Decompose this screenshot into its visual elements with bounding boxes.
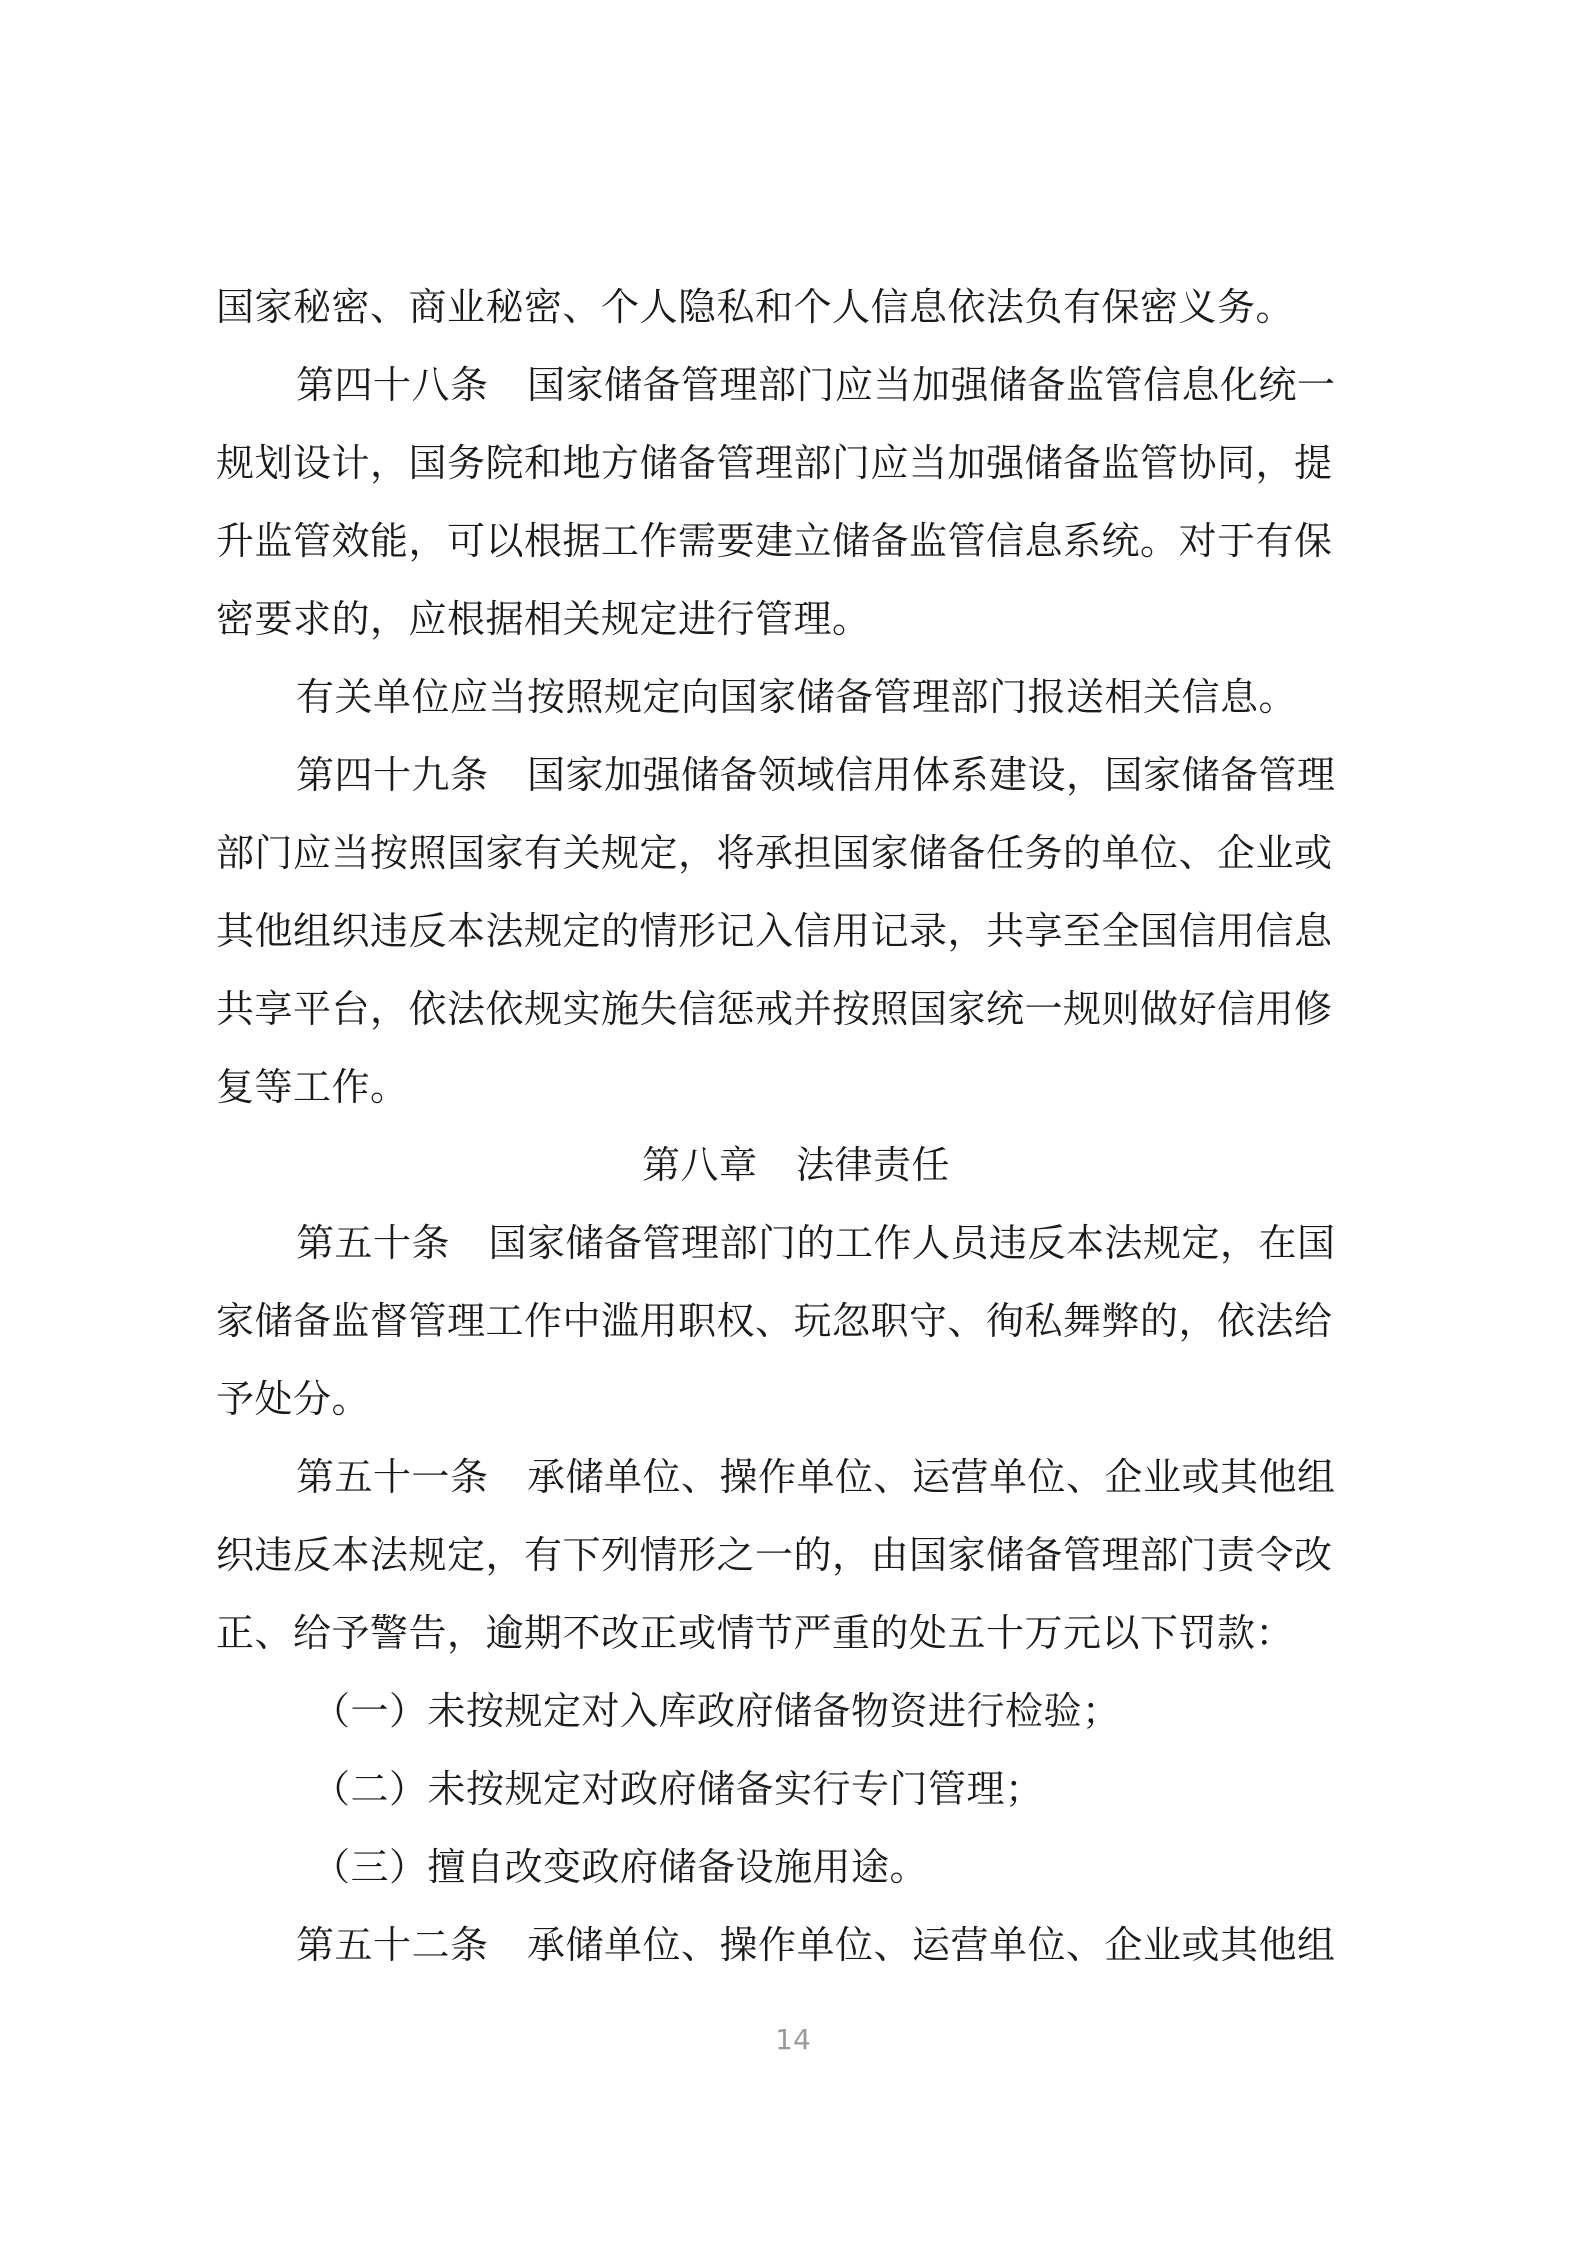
body-text-line: 正、给予警告，逾期不改正或情节严重的处五十万元以下罚款：: [216, 1611, 1295, 1655]
article-50-heading-line: 第五十条 国家储备管理部门的工作人员违反本法规定，在国: [296, 1221, 1336, 1265]
article-52-heading-line: 第五十二条 承储单位、操作单位、运营单位、企业或其他组: [296, 1923, 1336, 1967]
body-text-line: 共享平台，依法依规实施失信惩戒并按照国家统一规则做好信用修: [216, 987, 1333, 1031]
body-text-line: 部门应当按照国家有关规定，将承担国家储备任务的单位、企业或: [216, 831, 1333, 875]
paragraph-start-line: 有关单位应当按照规定向国家储备管理部门报送相关信息。: [296, 675, 1298, 719]
body-text-line: 织违反本法规定，有下列情形之一的，由国家储备管理部门责令改: [216, 1533, 1333, 1577]
body-text-line: 其他组织违反本法规定的情形记入信用记录，共享至全国信用信息: [216, 909, 1333, 953]
body-text-line: 家储备监督管理工作中滥用职权、玩忽职守、徇私舞弊的，依法给: [216, 1299, 1333, 1343]
body-text-line: 予处分。: [216, 1377, 371, 1421]
body-text-line: 升监管效能，可以根据工作需要建立储备监管信息系统。对于有保: [216, 519, 1333, 563]
body-text-line: 规划设计，国务院和地方储备管理部门应当加强储备监管协同，提: [216, 441, 1333, 485]
article-49-heading-line: 第四十九条 国家加强储备领域信用体系建设，国家储备管理: [296, 753, 1336, 797]
document-body: [216, 268, 1376, 1984]
chapter-title: 第八章 法律责任: [641, 1143, 950, 1187]
body-text-line: 复等工作。: [216, 1065, 409, 1109]
article-51-heading-line: 第五十一条 承储单位、操作单位、运营单位、企业或其他组: [296, 1455, 1336, 1499]
body-text-line: 密要求的，应根据相关规定进行管理。: [216, 597, 871, 641]
body-text-line: 国家秘密、商业秘密、个人隐私和个人信息依法负有保密义务。: [216, 285, 1295, 329]
page-number: 14: [775, 2023, 811, 2056]
article-48-heading-line: 第四十八条 国家储备管理部门应当加强储备监管信息化统一: [296, 363, 1336, 407]
list-item: （一）未按规定对入库政府储备物资进行检验；: [312, 1689, 1121, 1733]
list-item: （三）擅自改变政府储备设施用途。: [312, 1845, 929, 1889]
list-item: （二）未按规定对政府储备实行专门管理；: [312, 1767, 1044, 1811]
